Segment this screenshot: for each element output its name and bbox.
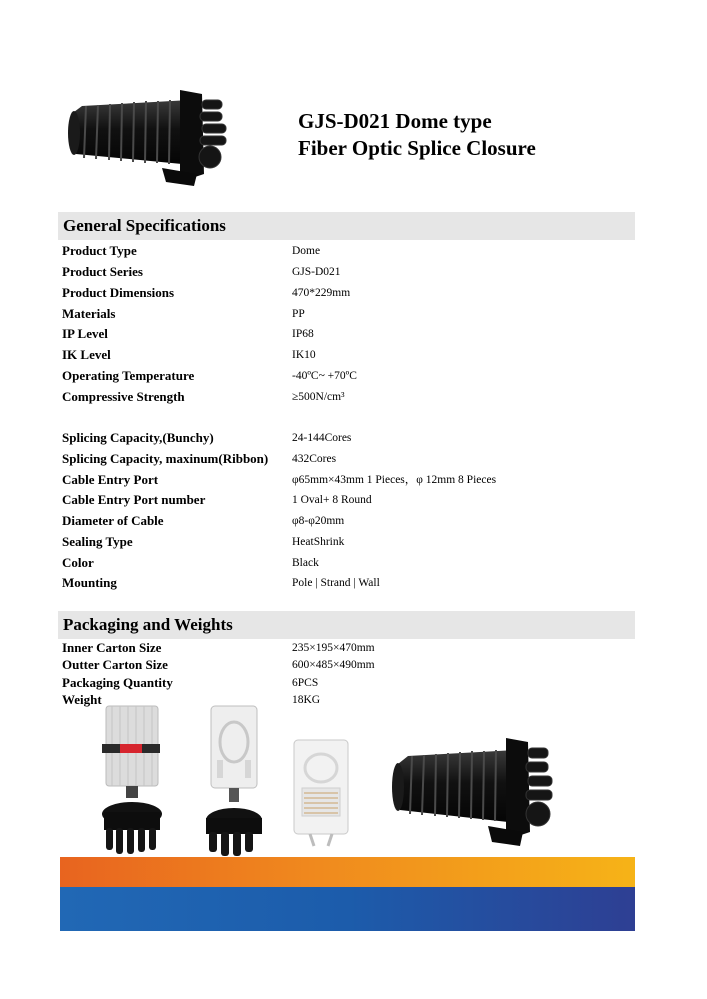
- spec-label: Product Series: [62, 264, 143, 279]
- spec-value: -40ºC~ +70ºC: [292, 370, 357, 382]
- spec-row: [62, 387, 622, 407]
- packaging-row: [62, 674, 622, 692]
- splice-tray-photo: [290, 738, 352, 850]
- spec-row: [62, 304, 622, 324]
- spec-label: Product Dimensions: [62, 285, 175, 300]
- spec-value: 18KG: [292, 694, 321, 706]
- packaging-row: [62, 656, 622, 674]
- spec-value: φ8-φ20mm: [292, 515, 345, 527]
- footer-orange-band: [60, 857, 635, 887]
- spec-row: [62, 449, 622, 469]
- footer-blue-band: [60, 887, 635, 931]
- spec-label: Splicing Capacity, maxinum(Ribbon): [62, 451, 269, 466]
- spec-value: IK10: [292, 349, 316, 361]
- spec-row: [62, 262, 622, 282]
- spec-label: Cable Entry Port number: [62, 492, 206, 507]
- spec-row: [62, 532, 622, 552]
- spec-value: Dome: [292, 245, 321, 257]
- spec-row: [62, 324, 622, 344]
- spec-row: [62, 553, 622, 573]
- spec-label: Materials: [62, 306, 116, 321]
- spec-value: φ65mm×43mm 1 Pieces，φ 12mm 8 Pieces: [292, 474, 497, 486]
- general-specifications-header: [58, 212, 635, 240]
- spec-value: 432Cores: [292, 453, 337, 465]
- section-heading: Packaging and Weights: [63, 615, 233, 634]
- product-hero-photo: [62, 82, 232, 187]
- spec-value: Pole | Strand | Wall: [292, 577, 380, 589]
- spec-label: Cable Entry Port: [62, 472, 159, 487]
- packaging-row: [62, 639, 622, 657]
- spec-row: [62, 283, 622, 303]
- spec-value: IP68: [292, 328, 314, 340]
- spec-row: [62, 428, 622, 448]
- spec-label: Packaging Quantity: [62, 675, 173, 690]
- spec-value: 600×485×490mm: [292, 659, 375, 671]
- packaging-weights-header: [58, 611, 635, 639]
- spec-row: [62, 241, 622, 261]
- spec-row: [62, 470, 622, 490]
- spec-row: [62, 573, 622, 593]
- spec-label: Sealing Type: [62, 534, 133, 549]
- title-line-2: Fiber Optic Splice Closure: [298, 136, 536, 160]
- spec-row: [62, 490, 622, 510]
- closure-photo: [388, 730, 560, 848]
- spec-value: 235×195×470mm: [292, 642, 375, 654]
- spec-value: GJS-D021: [292, 266, 341, 278]
- spec-value: Black: [292, 557, 319, 569]
- open-tray-assembly-photo: [203, 702, 265, 857]
- spec-label: Outter Carton Size: [62, 657, 168, 672]
- document-title: [298, 108, 536, 162]
- spec-value: 24-144Cores: [292, 432, 352, 444]
- spec-row: [62, 366, 622, 386]
- spec-label: Color: [62, 555, 94, 570]
- spec-row: [62, 345, 622, 365]
- title-line-1: GJS-D021 Dome type: [298, 109, 492, 133]
- splice-tray-stack-photo: [100, 702, 162, 857]
- spec-label: Operating Temperature: [62, 368, 195, 383]
- spec-value: 1 Oval+ 8 Round: [292, 494, 372, 506]
- spec-row: [62, 511, 622, 531]
- spec-label: Mounting: [62, 575, 117, 590]
- spec-label: Inner Carton Size: [62, 640, 162, 655]
- spec-value: 6PCS: [292, 677, 319, 689]
- spec-value: PP: [292, 308, 305, 320]
- spec-label: IK Level: [62, 347, 111, 362]
- spec-value: HeatShrink: [292, 536, 345, 548]
- spec-value: ≥500N/cm³: [292, 391, 345, 403]
- spec-value: 470*229mm: [292, 287, 351, 299]
- spec-label: Weight: [62, 692, 102, 707]
- spec-label: Diameter of Cable: [62, 513, 164, 528]
- spec-label: Compressive Strength: [62, 389, 185, 404]
- spec-label: Splicing Capacity,(Bunchy): [62, 430, 214, 445]
- spec-label: IP Level: [62, 326, 108, 341]
- section-heading: General Specifications: [63, 216, 226, 235]
- spec-label: Product Type: [62, 243, 137, 258]
